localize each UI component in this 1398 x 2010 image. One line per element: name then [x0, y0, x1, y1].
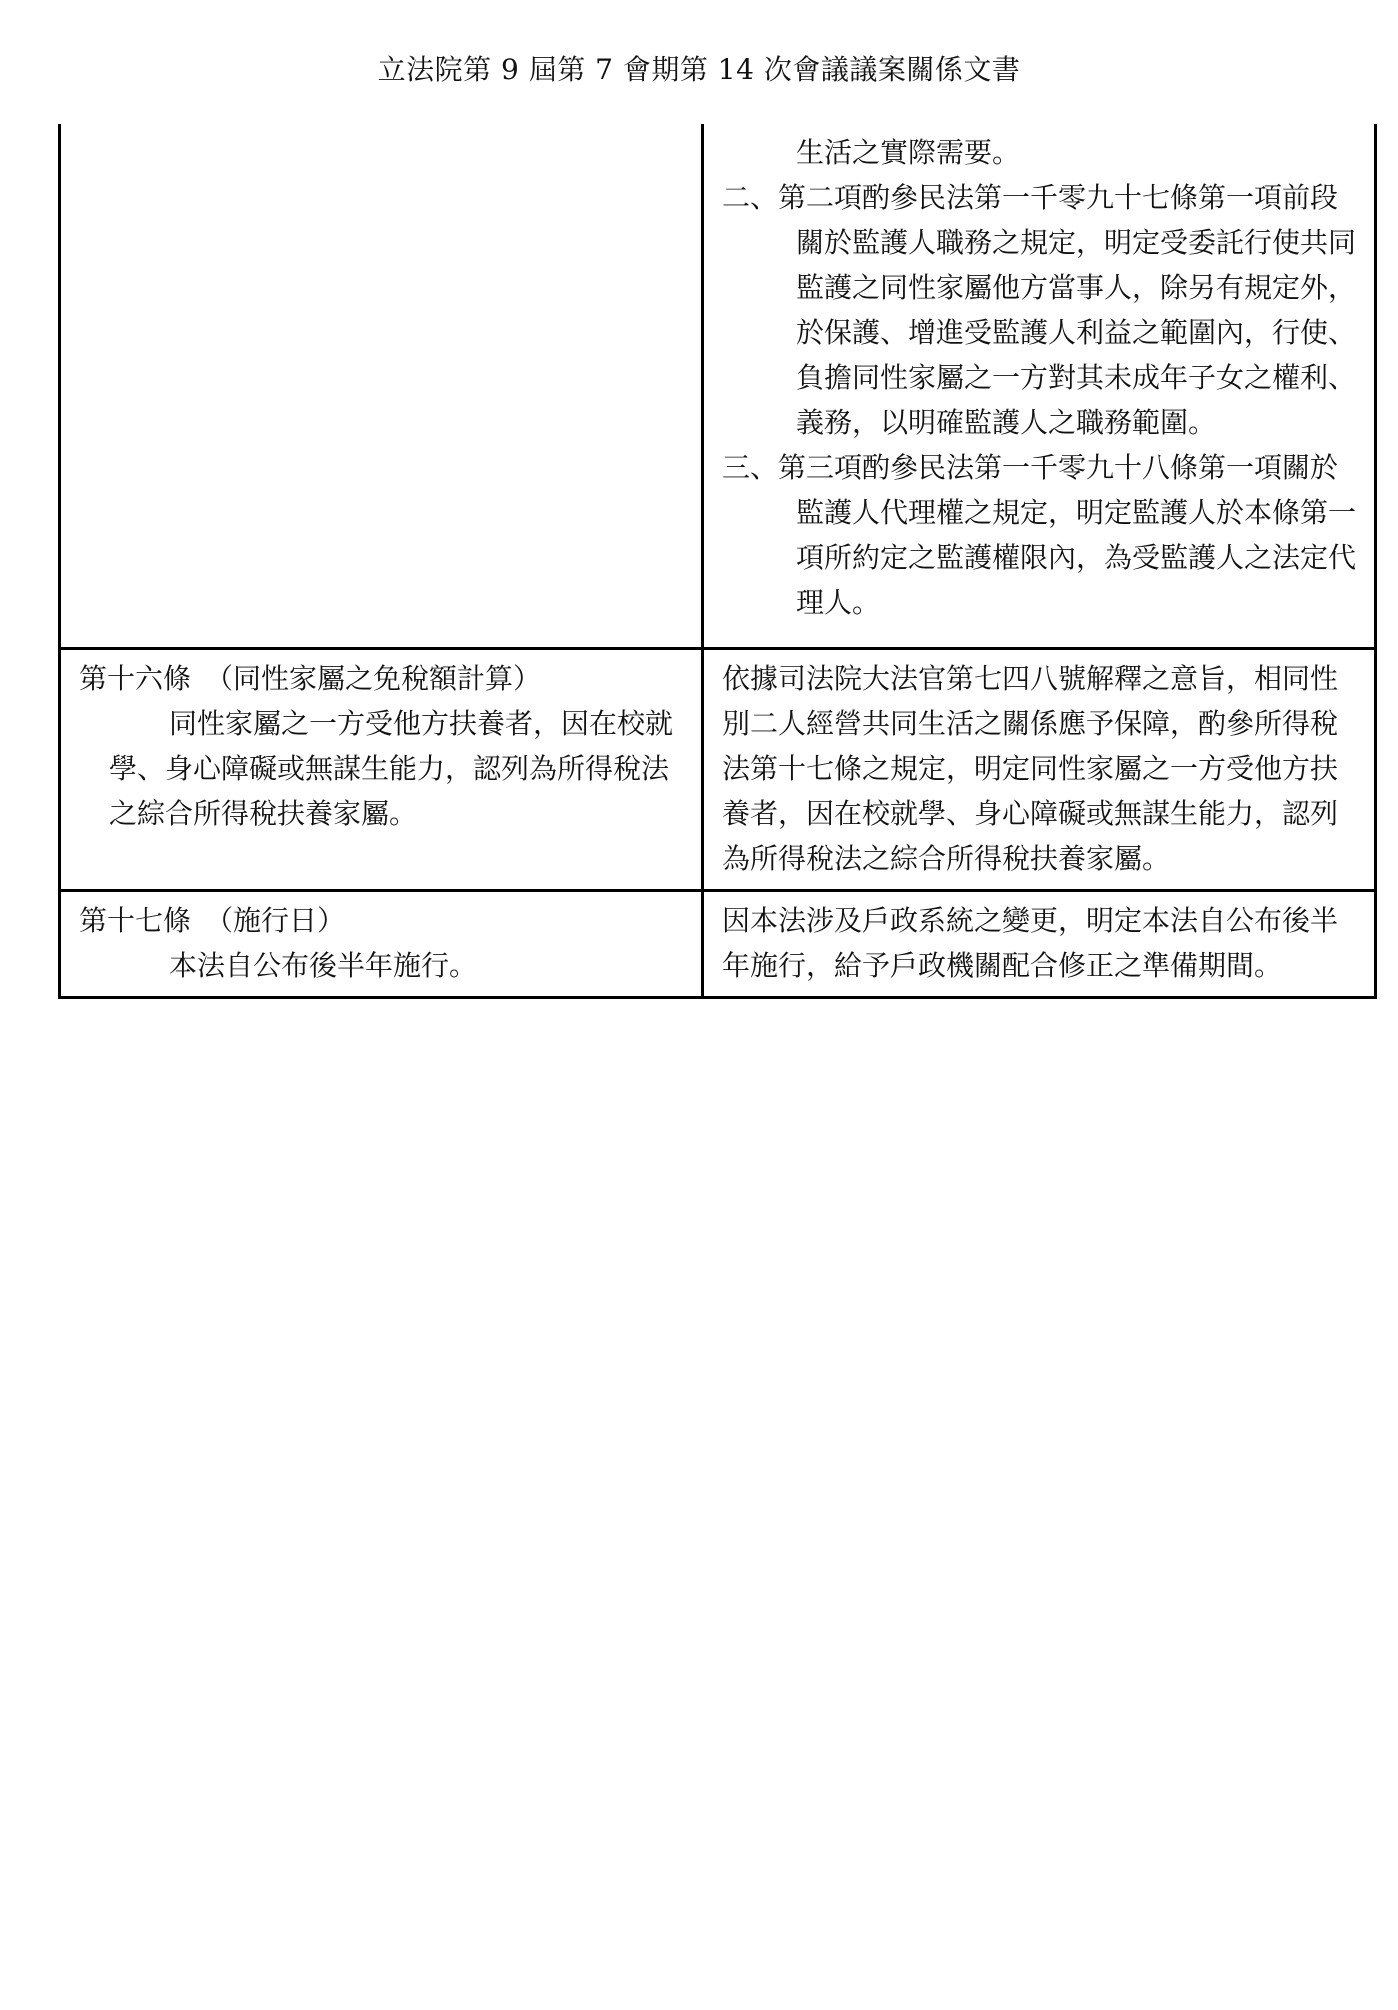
explanation-continuation: 生活之實際需要。	[796, 136, 1021, 169]
article-cell	[60, 124, 703, 649]
article-16-title: 第十六條 （同性家屬之免稅額計算）	[79, 662, 542, 695]
article-17-title: 第十七條 （施行日）	[79, 904, 346, 937]
table-row	[60, 124, 1376, 649]
article-cell	[60, 649, 703, 891]
article-17-explanation: 因本法涉及戶政系統之變更，明定本法自公布後半年施行，給予戶政機關配合修正之準備期間。	[722, 904, 1339, 982]
bill-comparison-table	[58, 124, 1377, 999]
article-cell	[60, 891, 703, 998]
explanation-cell	[703, 124, 1376, 649]
article-16-explanation: 依據司法院大法官第七四八號解釋之意旨，相同性別二人經營共同生活之關係應予保障，酌參所得稅法第十七條之規定，明定同性家屬之一方受他方扶養者，因在校就學、身心障礙或無謀生能力，認列為所得稅法之綜合所得稅扶養家屬。	[722, 662, 1339, 875]
table-row	[60, 649, 1376, 891]
page-header-title: 立法院第 9 屆第 7 會期第 14 次會議議案關係文書	[377, 53, 1021, 86]
article-17-body: 本法自公布後半年施行。	[169, 949, 478, 982]
explanation-item-3: 三、第三項酌參民法第一千零九十八條第一項關於監護人代理權之規定，明定監護人於本條第一項所約定之監護權限內，為受監護人之法定代理人。	[722, 451, 1357, 619]
explanation-cell	[703, 649, 1376, 891]
explanation-item-2: 二、第二項酌參民法第一千零九十七條第一項前段關於監護人職務之規定，明定受委託行使共同監護之同性家屬他方當事人，除另有規定外，於保護、增進受監護人利益之範圍內，行使、負擔同性家屬之一方對其未成年子女之權利、義務，以明確監護人之職務範圍。	[722, 181, 1357, 439]
table-row	[60, 891, 1376, 998]
explanation-cell	[703, 891, 1376, 998]
article-16-body: 同性家屬之一方受他方扶養者，因在校就學、身心障礙或無謀生能力，認列為所得稅法之綜合所得稅扶養家屬。	[109, 707, 674, 830]
